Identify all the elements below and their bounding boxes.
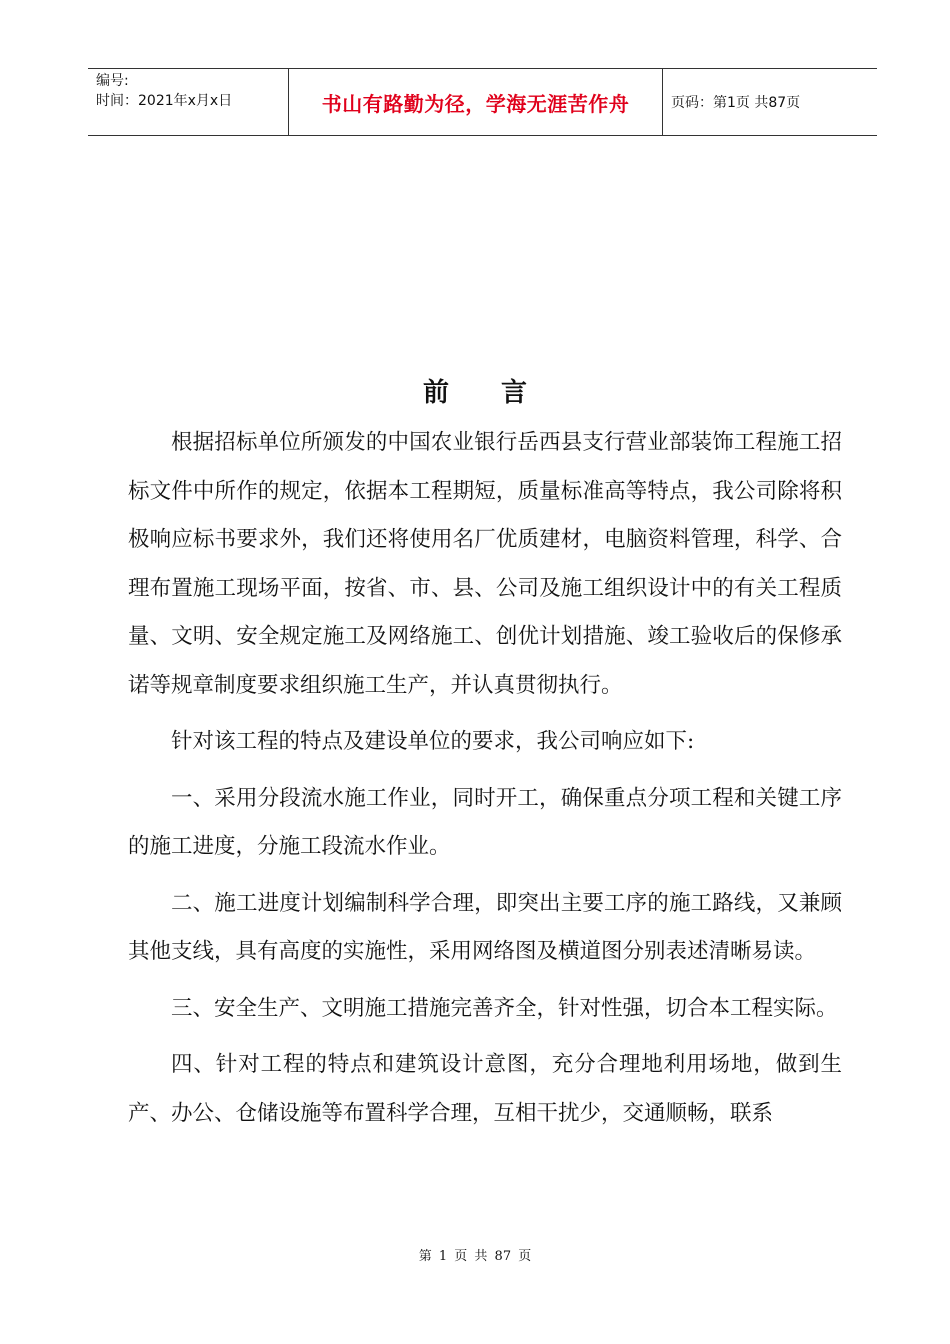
page-info: 页码：第1页 共87页 (671, 95, 801, 111)
page-footer: 第 1 页 共 87 页 (418, 1249, 532, 1264)
header-meta-cell (88, 69, 289, 135)
serial-label: 编号: (96, 73, 129, 89)
document-title: 前言 (422, 378, 579, 408)
paragraph: 三、安全生产、文明施工措施完善齐全，针对性强，切合本工程实际。 (171, 995, 838, 1021)
paragraph: 根据招标单位所颁发的中国农业银行岳西县支行营业部装饰工程施工招标文件中所作的规定，依据本工程期短，质量标准高等特点，我公司除将积极响应标书要求外，我们还将使用名厂优质建材，电脑资料管理，科学、合理布置施工现场平面，按省、市、县、公司及施工组织设计中的有关工程质量、文明、安全规定施工及网络施工、创优计划措施、竣工验收后的保修承诺等规章制度要求组织施工生产，并认真贯彻执行。 (128, 430, 842, 698)
date-label: 时间：2021年x月x日 (96, 93, 233, 109)
paragraph: 二、施工进度计划编制科学合理，即突出主要工序的施工路线，又兼顾其他支线，具有高度的实施性，采用网络图及横道图分别表述清晰易读。 (128, 890, 842, 964)
document-body (128, 419, 842, 1146)
motto-text: 书山有路勤为径，学海无涯苦作舟 (289, 69, 663, 135)
page-header (88, 68, 877, 136)
paragraph: 一、采用分段流水施工作业，同时开工，确保重点分项工程和关键工序的施工进度，分施工段流水作业。 (128, 785, 842, 859)
paragraph: 针对该工程的特点及建设单位的要求，我公司响应如下: (171, 729, 695, 754)
paragraph: 四、针对工程的特点和建筑设计意图，充分合理地利用场地，做到生产、办公、仓储设施等布置科学合理，互相干扰少，交通顺畅，联系 (128, 1052, 842, 1126)
